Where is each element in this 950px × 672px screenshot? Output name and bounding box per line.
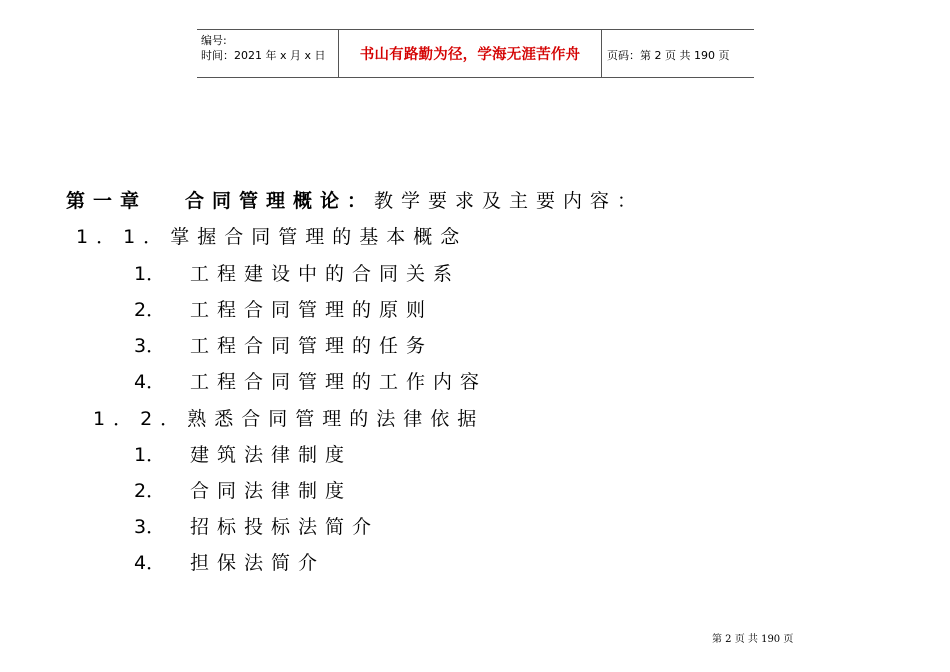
section-title: 熟悉合同管理的法律依据 bbox=[187, 408, 485, 430]
section-title: 掌握合同管理的基本概念 bbox=[170, 226, 468, 248]
item-number: 1． bbox=[134, 263, 166, 285]
item-text: 工程合同管理的任务 bbox=[190, 335, 434, 357]
chapter-title: 合同管理概论： bbox=[185, 190, 375, 212]
item-number: 4． bbox=[134, 552, 166, 574]
section-number: 1．2． bbox=[93, 408, 188, 430]
item-text: 工程建设中的合同关系 bbox=[190, 263, 461, 285]
section-number: 1．1． bbox=[76, 226, 171, 248]
list-item bbox=[134, 259, 460, 286]
item-number: 3． bbox=[134, 335, 166, 357]
header-meta bbox=[201, 33, 326, 63]
header-page-info: 页码：第 2 页 共 190 页 bbox=[607, 49, 730, 62]
chapter-heading bbox=[66, 186, 644, 213]
item-text: 招标投标法简介 bbox=[190, 516, 380, 538]
item-text: 合同法律制度 bbox=[190, 480, 353, 502]
header-divider bbox=[601, 30, 602, 77]
chapter-label: 第一章 bbox=[66, 190, 148, 212]
item-text: 工程合同管理的原则 bbox=[190, 299, 434, 321]
list-item bbox=[134, 295, 433, 322]
list-item bbox=[134, 548, 325, 575]
item-number: 3． bbox=[134, 516, 166, 538]
section-heading bbox=[76, 222, 467, 249]
page-footer: 第 2 页 共 190 页 bbox=[712, 634, 794, 645]
item-number: 2． bbox=[134, 480, 166, 502]
section-heading bbox=[93, 404, 484, 431]
header-motto: 书山有路勤为径，学海无涯苦作舟 bbox=[359, 47, 581, 63]
serial-label: 编号: bbox=[201, 34, 227, 47]
chapter-subtitle: 教学要求及主要内容： bbox=[374, 190, 645, 212]
item-text: 工程合同管理的工作内容 bbox=[190, 371, 488, 393]
list-item bbox=[134, 476, 352, 503]
list-item bbox=[134, 367, 487, 394]
item-number: 1． bbox=[134, 444, 166, 466]
item-number: 2． bbox=[134, 299, 166, 321]
item-number: 4． bbox=[134, 371, 166, 393]
item-text: 建筑法律制度 bbox=[190, 444, 353, 466]
list-item bbox=[134, 440, 352, 467]
list-item bbox=[134, 331, 433, 358]
list-item bbox=[134, 512, 379, 539]
item-text: 担保法简介 bbox=[190, 552, 326, 574]
time-label: 时间：2021 年 x 月 x 日 bbox=[201, 49, 326, 62]
document-header bbox=[197, 29, 754, 78]
